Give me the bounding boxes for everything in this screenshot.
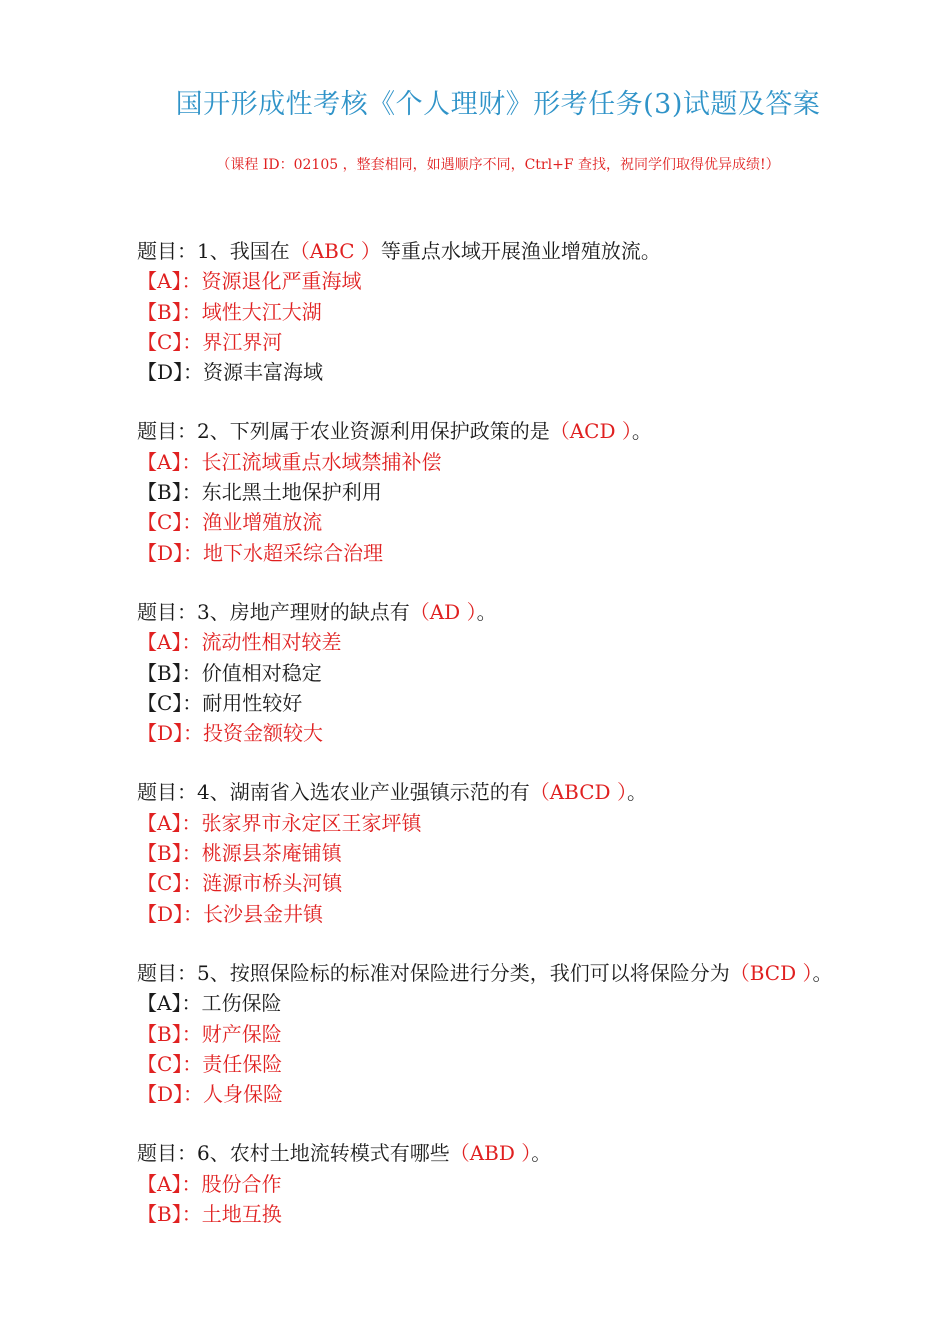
option-a: 【A】：资源退化严重海域	[137, 269, 362, 294]
question-text	[137, 416, 937, 446]
question-text	[137, 777, 937, 807]
question-text	[137, 236, 937, 266]
question-answer: （ABD ）	[449, 1141, 532, 1166]
question-answer: （ABC ）	[289, 239, 381, 263]
question-suffix: 等重点水域开展渔业增殖放流。	[380, 239, 661, 263]
option-b: 【B】：土地互换	[137, 1202, 282, 1227]
question-text	[137, 1138, 937, 1168]
option-d: 【D】：地下水超采综合治理	[137, 540, 384, 565]
question-prefix: 题目：2、下列属于农业资源利用保护政策的是	[137, 419, 550, 444]
question-1	[137, 236, 937, 387]
question-answer: （AD ）	[409, 599, 477, 624]
option-c: 【C】：涟源市桥头河镇	[137, 871, 343, 896]
option-c: 【C】：界江界河	[137, 329, 283, 354]
question-text	[137, 597, 937, 627]
option-a: 【A】：流动性相对较差	[137, 630, 342, 655]
question-prefix: 题目：3、房地产理财的缺点有	[137, 599, 410, 624]
option-c: 【C】：责任保险	[137, 1051, 283, 1076]
option-c: 【C】：耐用性较好	[137, 690, 303, 715]
question-answer: （ABCD ）	[529, 780, 627, 805]
question-suffix: 。	[812, 960, 833, 985]
option-d: 【D】：资源丰富海域	[137, 360, 324, 385]
option-b: 【B】：价值相对稳定	[137, 660, 322, 685]
option-d: 【D】：人身保险	[137, 1082, 284, 1107]
option-b: 【B】：财产保险	[137, 1021, 282, 1046]
question-list	[137, 236, 937, 1229]
question-suffix: 。	[531, 1141, 552, 1166]
option-b: 【B】：东北黑土地保护利用	[137, 480, 382, 505]
question-6	[137, 1138, 937, 1229]
option-a: 【A】：股份合作	[137, 1171, 282, 1196]
question-answer: （ACD ）	[549, 419, 632, 444]
option-d: 【D】：长沙县金井镇	[137, 901, 324, 926]
question-3	[137, 597, 937, 748]
question-prefix: 题目：1、我国在	[137, 239, 290, 263]
option-b: 【B】：域性大江大湖	[137, 299, 322, 324]
option-a: 【A】：长江流域重点水域禁捕补偿	[137, 449, 442, 474]
question-prefix: 题目：5、按照保险标的标准对保险进行分类，我们可以将保险分为	[137, 960, 730, 985]
option-b: 【B】：桃源县茶庵铺镇	[137, 841, 342, 866]
question-answer: （BCD ）	[729, 960, 813, 985]
option-a: 【A】：张家界市永定区王家坪镇	[137, 810, 422, 835]
course-note: （课程 ID：02105 ，整套相同，如遇顺序不同，Ctrl+F 查找，祝同学们取得优异成绩!）	[216, 157, 780, 173]
question-prefix: 题目：6、农村土地流转模式有哪些	[137, 1141, 450, 1166]
option-d: 【D】：投资金额较大	[137, 721, 324, 746]
question-text	[137, 958, 937, 988]
question-suffix: 。	[631, 419, 652, 444]
question-prefix: 题目：4、湖南省入选农业产业强镇示范的有	[137, 780, 530, 805]
question-2	[137, 416, 937, 567]
question-suffix: 。	[476, 599, 497, 624]
question-4	[137, 777, 937, 928]
question-5	[137, 958, 937, 1109]
document-title: 国开形成性考核《个人理财》形考任务(3)试题及答案	[175, 89, 821, 120]
option-a: 【A】：工伤保险	[137, 991, 282, 1016]
question-suffix: 。	[626, 780, 647, 805]
option-c: 【C】：渔业增殖放流	[137, 510, 323, 535]
